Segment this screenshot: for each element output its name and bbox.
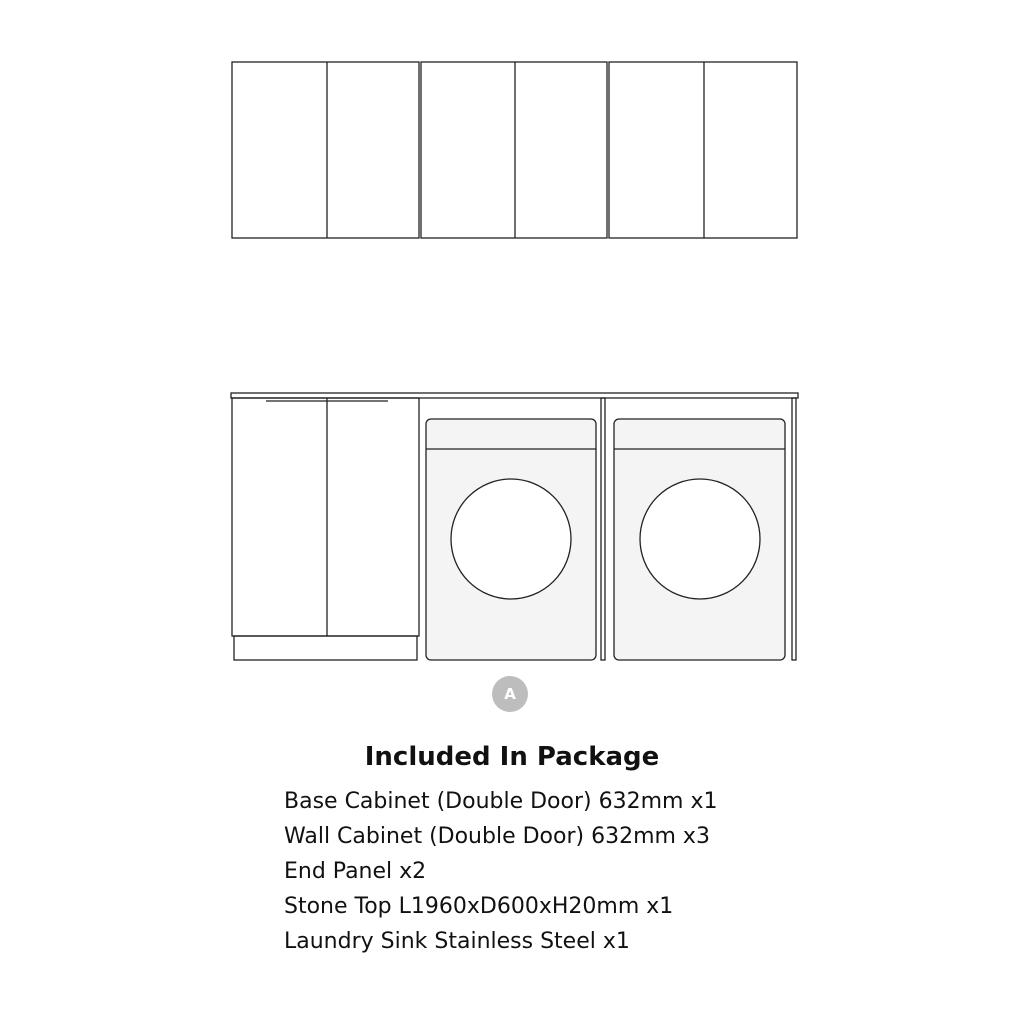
package-item: Stone Top L1960xD600xH20mm x1 [284, 894, 674, 919]
wall-cabinet-2 [421, 62, 607, 238]
layout-marker-a: A [492, 676, 528, 712]
washing-machine-left [426, 419, 596, 660]
package-items-list [284, 784, 717, 959]
washing-machine-right [614, 419, 785, 660]
stone-top [231, 393, 798, 398]
package-item: End Panel x2 [284, 859, 427, 884]
base-cabinet [232, 398, 419, 660]
wall-cabinet-3 [609, 62, 797, 238]
wall-cabinet-1 [232, 62, 419, 238]
end-panel-left [601, 398, 605, 660]
package-title: Included In Package [364, 742, 660, 772]
package-item: Base Cabinet (Double Door) 632mm x1 [284, 789, 718, 814]
end-panel-right [792, 398, 796, 660]
package-item: Wall Cabinet (Double Door) 632mm x3 [284, 824, 710, 849]
package-item: Laundry Sink Stainless Steel x1 [284, 929, 630, 954]
